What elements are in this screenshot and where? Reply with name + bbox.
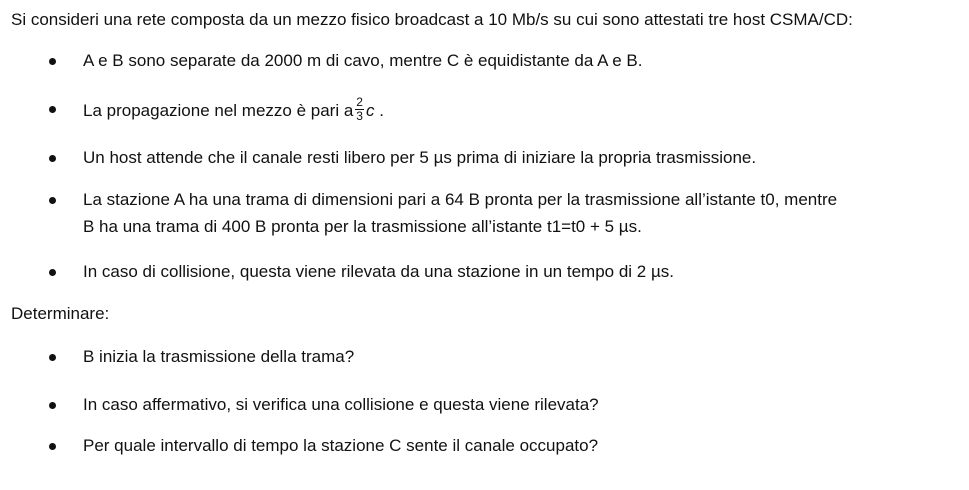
propagation-text: La propagazione nel mezzo è pari a — [83, 100, 354, 120]
condition-text: Un host attende che il canale resti libero per 5 µs prima di iniziare la propria trasmissione. — [83, 148, 757, 167]
condition-text: In caso di collisione, questa viene rilevata da una stazione in un tempo di 2 µs. — [83, 262, 674, 281]
condition-text: A e B sono separate da 2000 m di cavo, mentre C è equidistante da A e B. — [83, 51, 643, 70]
bullet-icon — [49, 402, 56, 409]
question-text: In caso affermativo, si verifica una collisione e questa viene rilevata? — [83, 395, 599, 414]
bullet-icon — [49, 269, 56, 276]
determinare-heading: Determinare: — [11, 304, 110, 323]
intro-paragraph: Si consideri una rete composta da un mezzo fisico broadcast a 10 Mb/s su cui sono attestati tre host CSMA/CD: — [11, 10, 853, 29]
fraction — [355, 96, 364, 123]
fraction-denominator: 3 — [356, 109, 363, 123]
speed-of-light-symbol: c — [365, 100, 375, 120]
condition-text — [83, 95, 953, 125]
bullet-icon — [49, 443, 56, 450]
bullet-icon — [49, 106, 56, 113]
propagation-suffix: . — [374, 100, 384, 120]
question-text: Per quale intervallo di tempo la stazione C sente il canale occupato? — [83, 436, 599, 455]
bullet-icon — [49, 58, 56, 65]
condition-text — [83, 189, 953, 238]
fraction-numerator: 2 — [356, 95, 363, 109]
condition-line-2: B ha una trama di 400 B pronta per la trasmissione all’istante t1=t0 + 5 µs. — [83, 217, 642, 236]
bullet-icon — [49, 155, 56, 162]
bullet-icon — [49, 354, 56, 361]
bullet-icon — [49, 197, 56, 204]
question-text: B inizia la trasmissione della trama? — [83, 347, 355, 366]
condition-line-1: La stazione A ha una trama di dimensioni pari a 64 B pronta per la trasmissione all’istante t0, mentre — [83, 190, 838, 209]
